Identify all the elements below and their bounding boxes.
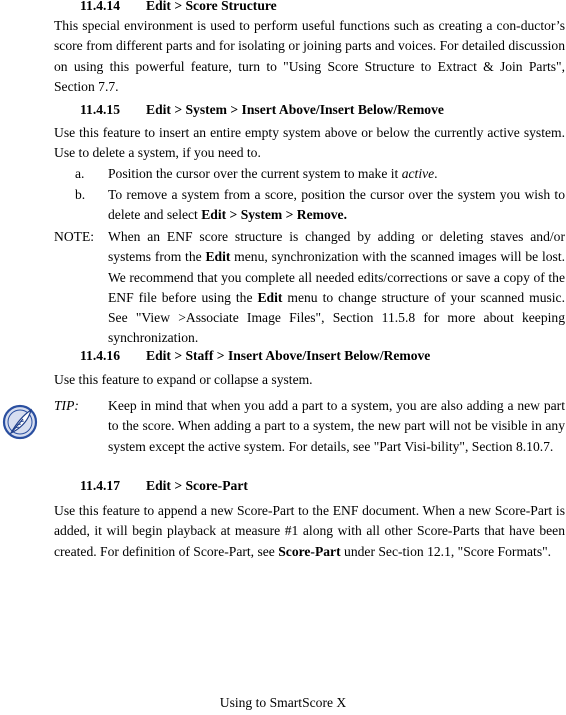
section-body-11-4-17: Use this feature to append a new Score-Part to the ENF document. When a new Score-Part is added, it will begin playback at measure #1 along with all other Score-Parts that have been created. For definition of Score-Part, see Score-Part under Sec-tion 12.1, "Score Formats".	[54, 503, 565, 559]
section-number: 11.4.16	[80, 348, 121, 363]
section-heading-11-4-16	[80, 348, 430, 364]
section-body-11-4-14: This special environment is used to perform useful functions such as creating a con-ductor’s score from different parts and for isolating or joining parts and voices. For detailed discussion on using this powerful feature, turn to "Using Score Structure to Extract & Join Parts", Section 7.7.	[54, 18, 565, 94]
list-text: Position the cursor over the current system to make it active.	[108, 166, 438, 181]
section-body-11-4-16: Use this feature to expand or collapse a system.	[54, 372, 313, 387]
section-heading-11-4-14	[80, 0, 277, 14]
list-item-a	[54, 164, 565, 184]
list-text: To remove a system from a score, position the cursor over the system you wish to delete and select Edit > System > Remove.	[108, 187, 565, 223]
section-number: 11.4.15	[80, 102, 121, 117]
section-number: 11.4.17	[80, 478, 121, 493]
section-number: 11.4.14	[80, 0, 121, 13]
section-heading-11-4-17	[80, 478, 248, 494]
list-item-b	[54, 185, 565, 226]
page-footer: Using to SmartScore X	[219, 695, 347, 710]
section-title: Edit > System > Insert Above/Insert Below/Remove	[146, 102, 444, 117]
tip-block	[54, 396, 565, 457]
list-label: b.	[75, 187, 86, 202]
note-text: When an ENF score structure is changed by adding or deleting staves and/or systems from the Edit menu, synchronization with the scanned images will be lost. We recommend that you complete all needed edits/corrections or save a copy of the ENF file before using the Edit menu to change structure of your scanned music. See "View >Associate Image Files", Section 11.5.8 for more about keeping synchronization.	[108, 229, 565, 346]
note-block	[54, 227, 565, 349]
section-title: Edit > Score Structure	[146, 0, 277, 13]
list-label: a.	[75, 166, 85, 181]
section-body-11-4-15: Use this feature to insert an entire empty system above or below the currently active system. Use to delete a system, if you need to.	[54, 125, 565, 161]
note-label: NOTE:	[54, 229, 95, 244]
tip-text: Keep in mind that when you add a part to a system, you are also adding a new part to the score. When adding a part to a system, the new part will not be visible in any system except the active system. For details, see "Part Visi-bility", Section 8.10.7.	[108, 398, 565, 454]
section-title: Edit > Score-Part	[146, 478, 248, 493]
section-title: Edit > Staff > Insert Above/Insert Below/Remove	[146, 348, 431, 363]
quill-pen-icon	[2, 404, 38, 440]
tip-label: TIP:	[54, 398, 79, 413]
section-heading-11-4-15	[80, 102, 444, 118]
